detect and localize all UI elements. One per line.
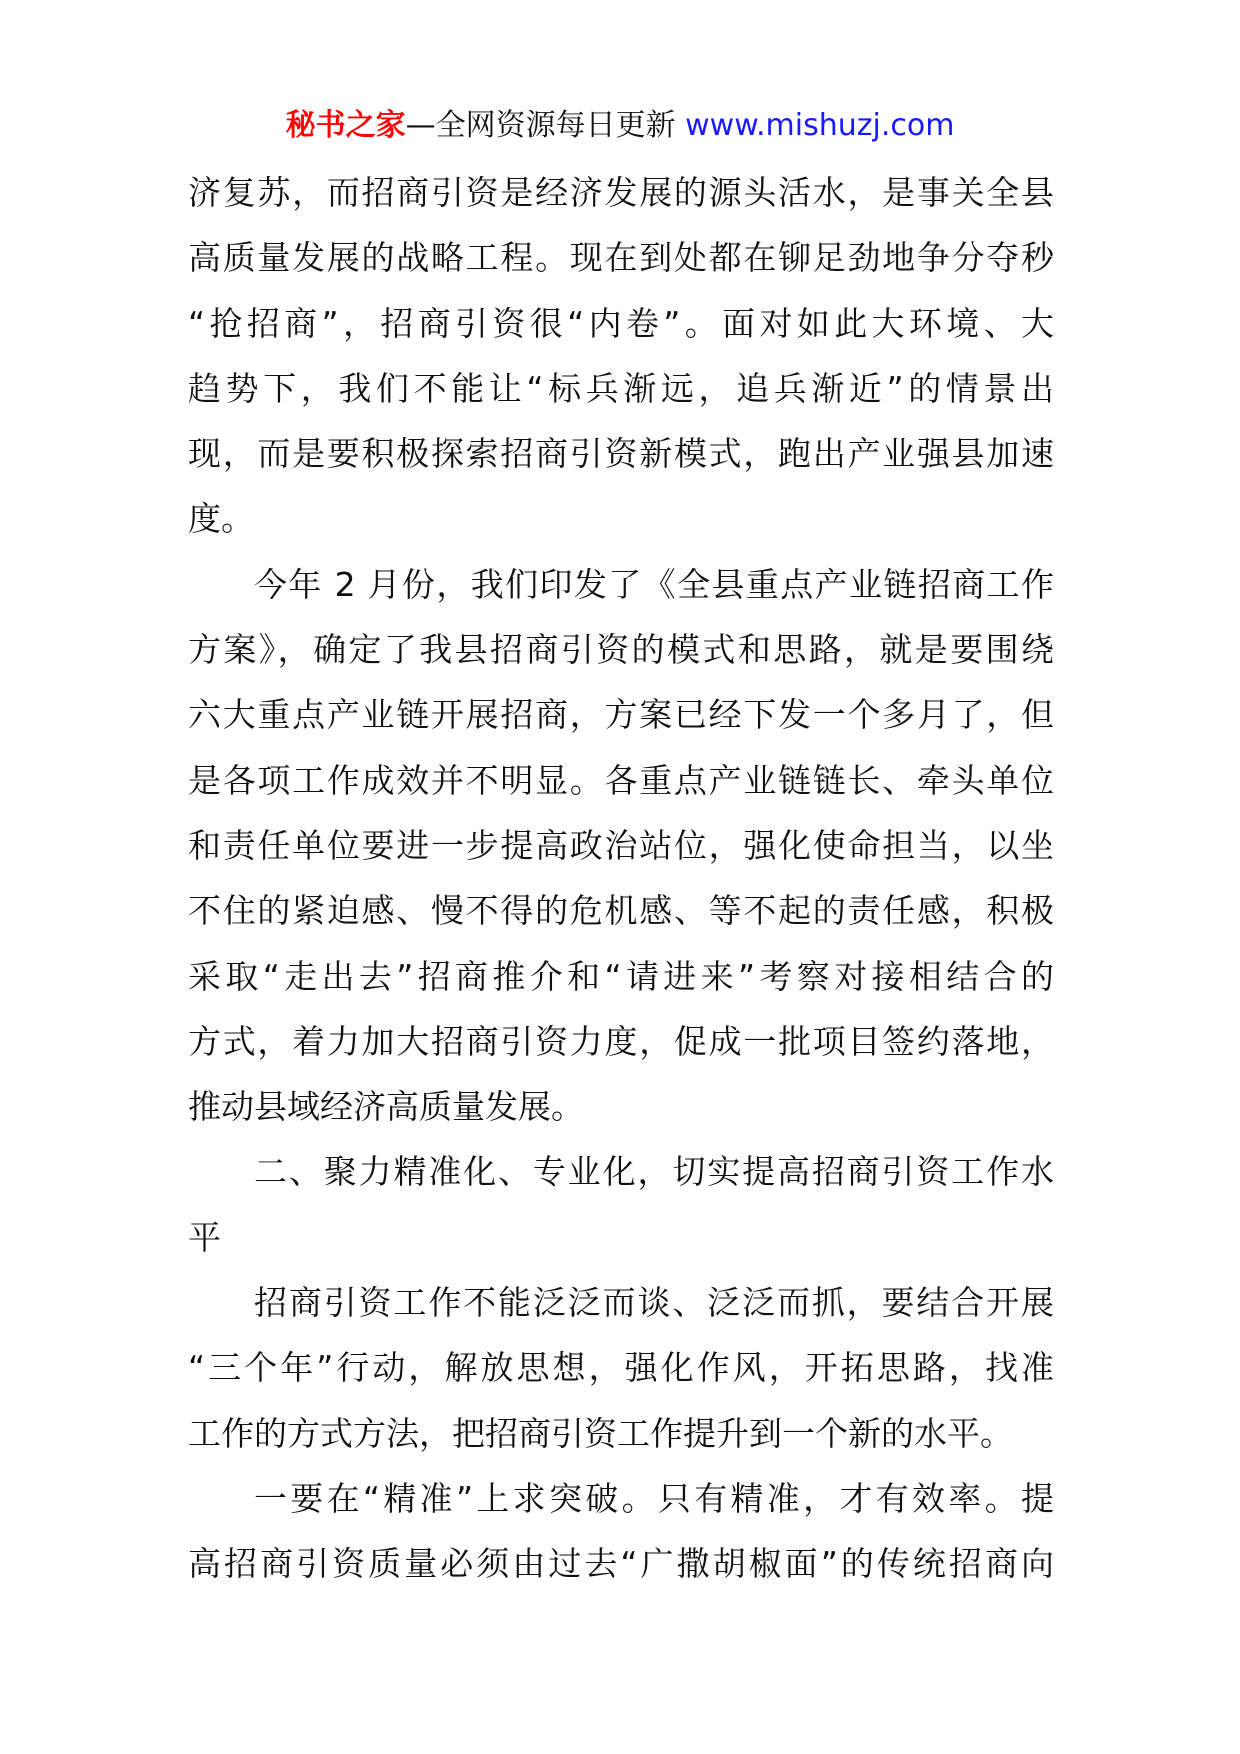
text-line: “抢招商”，招商引资很“内卷”。面对如此大环境、大 (188, 303, 1054, 343)
text-line: 高招商引资质量必须由过去“广撒胡椒面”的传统招商向 (188, 1544, 1054, 1584)
text-line: 一要在“精准”上求突破。只有精准，才有效率。提 (254, 1478, 1054, 1518)
text-line: 推动县域经济高质量发展。 (188, 1087, 584, 1127)
text-line: 招商引资工作不能泛泛而谈、泛泛而抓，要结合开展 (254, 1283, 1054, 1323)
text-line: 现，而是要积极探索招商引资新模式，跑出产业强县加速 (188, 434, 1054, 474)
text-line: 今年 2 月份，我们印发了《全县重点产业链招商工作 (254, 564, 1054, 604)
text-line: 采取“走出去”招商推介和“请进来”考察对接相结合的 (188, 956, 1054, 996)
text-line: 平 (188, 1217, 221, 1257)
page-header (0, 98, 1240, 154)
brand-name: 秘书之家 (285, 108, 406, 143)
header-slogan: —全网资源每日更新 (405, 108, 686, 143)
text-line: 和责任单位要进一步提高政治站位，强化使命担当，以坐 (188, 825, 1054, 865)
text-line: 方案》，确定了我县招商引资的模式和思路，就是要围绕 (188, 630, 1054, 670)
text-line: 不住的紧迫感、慢不得的危机感、等不起的责任感，积极 (188, 891, 1054, 931)
text-line: 工作的方式方法，把招商引资工作提升到一个新的水平。 (188, 1413, 1013, 1453)
text-line: 六大重点产业链开展招商，方案已经下发一个多月了，但 (188, 695, 1054, 735)
text-line: 方式，着力加大招商引资力度，促成一批项目签约落地， (188, 1021, 1054, 1061)
document-body (188, 160, 1054, 1597)
text-line: 趋势下，我们不能让“标兵渐远，追兵渐近”的情景出 (188, 368, 1054, 408)
text-line: 高质量发展的战略工程。现在到处都在铆足劲地争分夺秒 (188, 238, 1054, 278)
text-line: 济复苏，而招商引资是经济发展的源头活水，是事关全县 (188, 173, 1054, 212)
text-line: 度。 (188, 499, 254, 539)
text-line: 二、聚力精准化、专业化，切实提高招商引资工作水 (254, 1152, 1054, 1192)
website-link[interactable]: www.mishuzj.com (685, 108, 955, 143)
text-line: 是各项工作成效并不明显。各重点产业链链长、牵头单位 (188, 760, 1054, 800)
text-line: “三个年”行动，解放思想，强化作风，开拓思路，找准 (188, 1348, 1054, 1388)
